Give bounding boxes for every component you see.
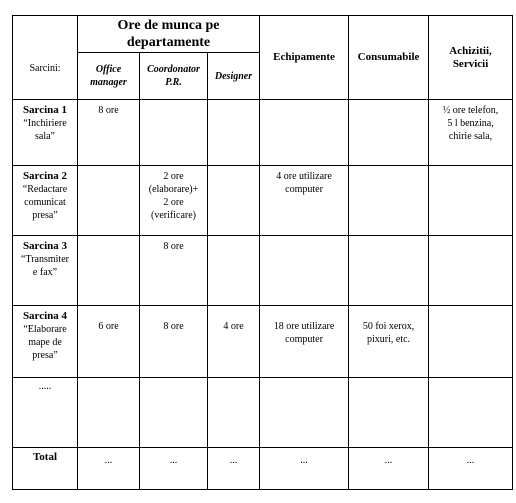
echip-line: 4 ore utilizare [276, 171, 332, 182]
consum-line: 50 foi xerox, [362, 321, 415, 332]
blank-cell [260, 378, 349, 448]
blank-cell [78, 378, 140, 448]
task-title: Sarcina 1 [22, 104, 68, 116]
coord-header-line1: Coordonator [147, 64, 200, 75]
coord-line: 2 ore [163, 197, 184, 208]
achizitii-header-line1: Achizitii, [449, 44, 492, 57]
achizitii-cell [429, 236, 513, 306]
task-cell [13, 100, 78, 166]
total-label: Total [13, 448, 78, 490]
task-desc-line: “Inchiriere [23, 118, 67, 129]
task-desc-line: “Transmiter [21, 254, 69, 265]
total-cell: ... [140, 448, 208, 490]
office-cell [78, 166, 140, 236]
blank-cell [140, 378, 208, 448]
blank-cell [349, 378, 429, 448]
task-desc-line: “Elaborare [23, 324, 67, 335]
blank-cell [208, 378, 260, 448]
total-row [13, 448, 513, 490]
task-desc-line: “Redactare [22, 184, 68, 195]
total-cell: ... [349, 448, 429, 490]
coord-line: 2 ore [163, 171, 184, 182]
designer-cell [208, 100, 260, 166]
consum-line: pixuri, etc. [367, 334, 411, 345]
office-cell: 8 ore [78, 100, 140, 166]
ore-header-line1: Ore de munca pe [117, 18, 220, 33]
ore-header-line2: departamente [126, 35, 211, 50]
task-desc-line: comunicat [24, 197, 66, 208]
office-manager-header [78, 53, 140, 100]
echipamente-cell [260, 166, 349, 236]
designer-cell [208, 166, 260, 236]
blank-row-label: ..... [13, 378, 78, 448]
task-cell [13, 236, 78, 306]
ore-header [78, 16, 260, 53]
echipamente-cell [260, 306, 349, 378]
designer-cell [208, 236, 260, 306]
table-row [13, 378, 513, 448]
achizitii-cell [429, 166, 513, 236]
consumabile-header: Consumabile [349, 16, 429, 100]
coord-cell [140, 166, 208, 236]
consumabile-cell [349, 306, 429, 378]
office-cell: 6 ore [78, 306, 140, 378]
echipamente-cell [260, 236, 349, 306]
achiz-line: ½ ore telefon, [442, 105, 499, 116]
office-header-line2: manager [90, 77, 127, 88]
task-desc-line: e fax” [32, 267, 58, 278]
task-table [12, 15, 513, 490]
task-cell [13, 166, 78, 236]
echipamente-cell [260, 100, 349, 166]
table-row [13, 306, 513, 378]
echip-line: 18 ore utilizare [273, 321, 335, 332]
designer-cell: 4 ore [208, 306, 260, 378]
total-cell: ... [208, 448, 260, 490]
echip-line: computer [285, 334, 323, 345]
achizitii-header-line2: Servicii [452, 57, 489, 70]
task-title: Sarcina 3 [22, 240, 68, 252]
achiz-line: 5 l benzina, [447, 118, 494, 129]
office-cell [78, 236, 140, 306]
total-cell: ... [78, 448, 140, 490]
echipamente-header: Echipamente [260, 16, 349, 100]
office-header-line1: Office [95, 64, 122, 75]
designer-header: Designer [208, 53, 260, 100]
consumabile-cell [349, 100, 429, 166]
task-title: Sarcina 4 [22, 310, 68, 322]
table-row [13, 166, 513, 236]
achiz-line: chirie sala, [448, 131, 493, 142]
coord-cell [140, 100, 208, 166]
coord-cell: 8 ore [140, 306, 208, 378]
task-title: Sarcina 2 [22, 170, 68, 182]
sarcini-header: Sarcini: [13, 16, 78, 100]
total-cell: ... [429, 448, 513, 490]
task-desc-line: presa” [32, 350, 58, 361]
coord-line: (verificare) [151, 210, 196, 221]
echip-line: computer [285, 184, 323, 195]
task-desc-line: presa” [32, 210, 58, 221]
table-row [13, 236, 513, 306]
coordonator-header [140, 53, 208, 100]
achizitii-cell [429, 100, 513, 166]
task-desc-line: sala” [35, 131, 55, 142]
achizitii-cell [429, 306, 513, 378]
consumabile-cell [349, 166, 429, 236]
blank-cell [429, 378, 513, 448]
coord-cell: 8 ore [140, 236, 208, 306]
task-desc-line: mape de [28, 337, 62, 348]
coord-header-line2: P.R. [165, 77, 182, 88]
total-cell: ... [260, 448, 349, 490]
consumabile-cell [349, 236, 429, 306]
table-row [13, 100, 513, 166]
achizitii-header [429, 16, 513, 100]
coord-line: (elaborare)+ [148, 184, 199, 195]
task-cell [13, 306, 78, 378]
